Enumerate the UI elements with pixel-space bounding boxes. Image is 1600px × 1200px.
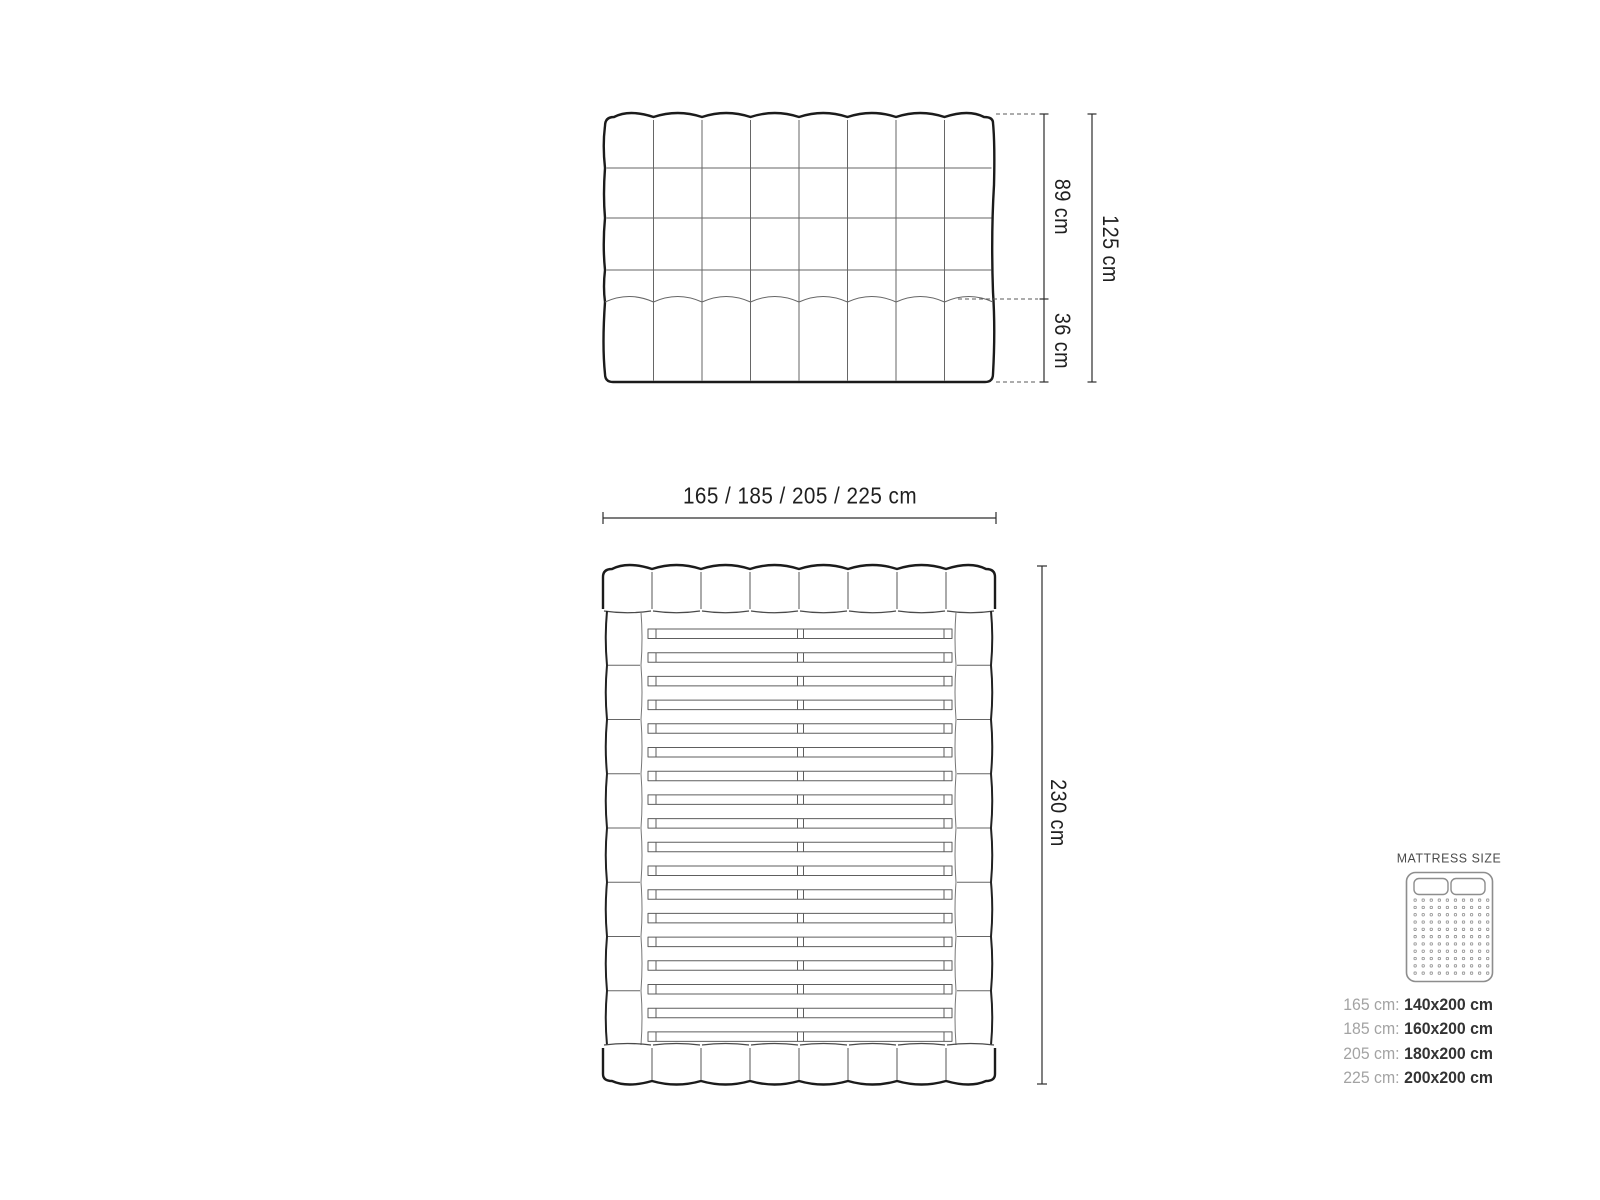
mattress-size-legend bbox=[1332, 993, 1493, 1091]
width-dimension bbox=[603, 512, 996, 524]
legend-row bbox=[1343, 1017, 1493, 1041]
legend-size-label: 225 cm: bbox=[1343, 1068, 1400, 1088]
legend-title: MATTRESS SIZE bbox=[1396, 850, 1502, 866]
dim-upper-height-label: 89 cm bbox=[1050, 178, 1075, 236]
dim-width-options-label: 165 / 185 / 205 / 225 cm bbox=[682, 482, 918, 509]
legend-size-value: 140x200 cm bbox=[1404, 995, 1493, 1014]
legend-row bbox=[1343, 1042, 1493, 1066]
slats bbox=[648, 629, 952, 1041]
legend-size-value: 180x200 cm bbox=[1404, 1043, 1493, 1063]
legend-size-label: 205 cm: bbox=[1343, 1043, 1400, 1063]
legend-row bbox=[1343, 993, 1493, 1017]
mattress-icon bbox=[1407, 873, 1493, 982]
dim-total-height-label: 125 cm bbox=[1098, 215, 1123, 283]
dim-length-label: 230 cm bbox=[1046, 779, 1071, 847]
legend-size-label: 185 cm: bbox=[1343, 1019, 1400, 1039]
dim-lower-height-label: 36 cm bbox=[1050, 312, 1075, 370]
legend-row bbox=[1343, 1066, 1493, 1090]
legend-size-value: 160x200 cm bbox=[1404, 1019, 1493, 1039]
legend-size-value: 200x200 cm bbox=[1404, 1068, 1493, 1088]
footboard-strip bbox=[603, 1044, 995, 1085]
legend-size-label: 165 cm: bbox=[1343, 995, 1400, 1014]
